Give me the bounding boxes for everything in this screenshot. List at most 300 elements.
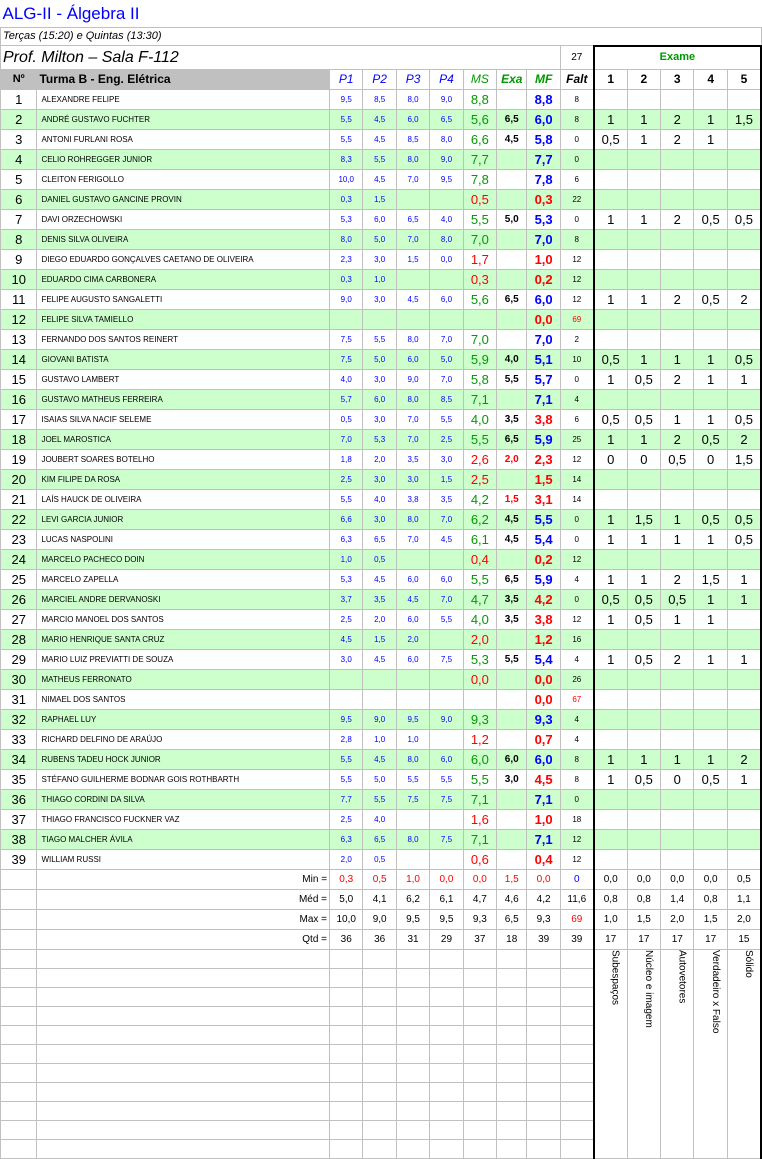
- exam-q1: [594, 790, 627, 810]
- grade-p4: 6,5: [430, 110, 463, 130]
- exam-q2: [627, 90, 660, 110]
- grade-exa: [497, 250, 527, 270]
- empty-cell: [527, 1007, 560, 1026]
- grade-exa: 4,0: [497, 350, 527, 370]
- empty-cell: [330, 1102, 363, 1121]
- exam-q1: [594, 310, 627, 330]
- grade-mf: 3,1: [527, 490, 560, 510]
- grade-p4: [430, 310, 463, 330]
- grade-p1: 7,0: [330, 430, 363, 450]
- absences: 4: [560, 730, 593, 750]
- stat-value: 5,0: [330, 890, 363, 910]
- student-name: THIAGO CORDINI DA SILVA: [37, 790, 330, 810]
- grade-mf: 9,3: [527, 710, 560, 730]
- grade-ms: 5,3: [463, 650, 496, 670]
- row-number: 9: [1, 250, 37, 270]
- grade-p2: 0,5: [363, 850, 396, 870]
- exam-q2: 0,5: [627, 590, 660, 610]
- exam-q4: 0,5: [694, 430, 727, 450]
- absences: 4: [560, 710, 593, 730]
- grade-p1: [330, 690, 363, 710]
- exam-q1: [594, 830, 627, 850]
- col-e1: 1: [594, 70, 627, 90]
- col-p2: P2: [363, 70, 396, 90]
- grade-ms: 6,0: [463, 750, 496, 770]
- col-falt: Falt: [560, 70, 593, 90]
- exam-q1: [594, 170, 627, 190]
- grade-mf: 0,7: [527, 730, 560, 750]
- empty-cell: [1, 1121, 37, 1140]
- absences: 12: [560, 270, 593, 290]
- exam-q2: [627, 690, 660, 710]
- exam-q2: 1: [627, 750, 660, 770]
- grade-mf: 0,2: [527, 270, 560, 290]
- grade-exa: [497, 690, 527, 710]
- absences: 0: [560, 150, 593, 170]
- grade-ms: 0,4: [463, 550, 496, 570]
- student-name: ANDRÉ GUSTAVO FUCHTER: [37, 110, 330, 130]
- exam-q4: 0,5: [694, 510, 727, 530]
- empty-cell: [463, 1026, 496, 1045]
- empty-cell: [560, 1045, 593, 1064]
- grade-p3: 1,5: [396, 250, 429, 270]
- stat-value: 4,2: [527, 890, 560, 910]
- student-name: MARCELO PACHECO DOIN: [37, 550, 330, 570]
- exam-q1: [594, 90, 627, 110]
- stat-exam-value: 1,0: [594, 910, 627, 930]
- stat-spacer: [1, 930, 37, 950]
- stat-exam-value: 1,5: [694, 910, 727, 930]
- grade-exa: [497, 790, 527, 810]
- grade-ms: 7,0: [463, 330, 496, 350]
- stat-value: 18: [497, 930, 527, 950]
- grade-p3: 8,0: [396, 510, 429, 530]
- grade-p1: [330, 670, 363, 690]
- exam-q2: [627, 670, 660, 690]
- grade-exa: 3,5: [497, 410, 527, 430]
- stat-value: 37: [463, 930, 496, 950]
- student-name: FERNANDO DOS SANTOS REINERT: [37, 330, 330, 350]
- empty-cell: [363, 1064, 396, 1083]
- grade-p1: 1,0: [330, 550, 363, 570]
- exam-q5: [727, 270, 761, 290]
- grade-ms: 2,0: [463, 630, 496, 650]
- row-number: 18: [1, 430, 37, 450]
- grade-p4: [430, 270, 463, 290]
- grade-mf: 5,9: [527, 430, 560, 450]
- student-name: CELIO ROHREGGER JUNIOR: [37, 150, 330, 170]
- grade-p1: 5,5: [330, 490, 363, 510]
- grade-exa: 4,5: [497, 130, 527, 150]
- empty-cell: [1, 1064, 37, 1083]
- grade-ms: 4,2: [463, 490, 496, 510]
- grade-p3: 7,5: [396, 790, 429, 810]
- exam-q5: 0,5: [727, 510, 761, 530]
- exam-q1: 0,5: [594, 590, 627, 610]
- exam-q5: [727, 310, 761, 330]
- row-number: 4: [1, 150, 37, 170]
- exam-q1: 1: [594, 770, 627, 790]
- exam-q2: 1: [627, 570, 660, 590]
- student-row: [1, 170, 762, 190]
- empty-cell: [560, 1026, 593, 1045]
- student-row: [1, 430, 762, 450]
- absences: 4: [560, 650, 593, 670]
- exam-q3: [661, 850, 694, 870]
- exam-q5: [727, 610, 761, 630]
- grade-p1: 2,5: [330, 470, 363, 490]
- empty-cell: [463, 1045, 496, 1064]
- grade-p1: 5,3: [330, 570, 363, 590]
- empty-cell: [37, 1140, 330, 1159]
- exam-q4: [694, 470, 727, 490]
- empty-cell: [396, 988, 429, 1007]
- grade-p2: 0,5: [363, 550, 396, 570]
- grade-p1: 8,0: [330, 230, 363, 250]
- col-ms: MS: [463, 70, 496, 90]
- grade-p3: [396, 670, 429, 690]
- col-p1: P1: [330, 70, 363, 90]
- student-name: RAPHAEL LUY: [37, 710, 330, 730]
- empty-cell: [37, 1045, 330, 1064]
- grade-exa: [497, 830, 527, 850]
- col-e3: 3: [661, 70, 694, 90]
- exam-q3: [661, 670, 694, 690]
- grade-exa: [497, 730, 527, 750]
- exam-q1: [594, 190, 627, 210]
- grade-p1: [330, 310, 363, 330]
- grade-p4: [430, 850, 463, 870]
- student-row: [1, 850, 762, 870]
- grade-p2: 4,5: [363, 650, 396, 670]
- absences: 0: [560, 510, 593, 530]
- empty-cell: [363, 1121, 396, 1140]
- empty-cell: [37, 988, 330, 1007]
- empty-cell: [463, 1064, 496, 1083]
- grade-exa: 6,5: [497, 570, 527, 590]
- grade-ms: 7,1: [463, 830, 496, 850]
- grade-p2: 4,5: [363, 110, 396, 130]
- student-row: [1, 830, 762, 850]
- stat-exam-value: 17: [661, 930, 694, 950]
- grade-p1: 0,3: [330, 190, 363, 210]
- grade-mf: 8,8: [527, 90, 560, 110]
- col-e2: 2: [627, 70, 660, 90]
- grade-mf: 0,4: [527, 850, 560, 870]
- student-row: [1, 650, 762, 670]
- empty-cell: [330, 988, 363, 1007]
- grade-p3: 5,5: [396, 770, 429, 790]
- row-number: 23: [1, 530, 37, 550]
- exam-q5: 1: [727, 570, 761, 590]
- exam-q3: [661, 690, 694, 710]
- grade-exa: 5,0: [497, 210, 527, 230]
- grade-p1: 7,5: [330, 350, 363, 370]
- grade-p2: 3,0: [363, 510, 396, 530]
- grade-p1: 5,5: [330, 110, 363, 130]
- grade-mf: 6,0: [527, 290, 560, 310]
- stat-value: 39: [527, 930, 560, 950]
- grade-mf: 1,0: [527, 250, 560, 270]
- student-name: JOEL MAROSTICA: [37, 430, 330, 450]
- empty-cell: [560, 1121, 593, 1140]
- exam-q1: 1: [594, 110, 627, 130]
- student-row: [1, 610, 762, 630]
- stat-value: 36: [330, 930, 363, 950]
- grade-p4: 1,5: [430, 470, 463, 490]
- student-name: STÉFANO GUILHERME BODNAR GOIS ROTHBARTH: [37, 770, 330, 790]
- empty-cell: [463, 1102, 496, 1121]
- grade-p2: 2,0: [363, 450, 396, 470]
- empty-cell: [527, 1064, 560, 1083]
- exam-q5: [727, 470, 761, 490]
- student-name: MARCELO ZAPELLA: [37, 570, 330, 590]
- stat-value: 9,5: [396, 910, 429, 930]
- grade-mf: 7,1: [527, 830, 560, 850]
- exam-q2: [627, 190, 660, 210]
- exam-q3: [661, 150, 694, 170]
- exam-q2: [627, 470, 660, 490]
- grade-mf: 7,8: [527, 170, 560, 190]
- exam-q4: [694, 310, 727, 330]
- student-name: DIEGO EDUARDO GONÇALVES CAETANO DE OLIVEIRA: [37, 250, 330, 270]
- absences: 12: [560, 290, 593, 310]
- stat-value: 31: [396, 930, 429, 950]
- exam-q5: [727, 90, 761, 110]
- exam-q4: [694, 850, 727, 870]
- stat-value: 9,0: [363, 910, 396, 930]
- exam-q1: [594, 850, 627, 870]
- grade-p2: 1,5: [363, 190, 396, 210]
- student-name: FELIPE AUGUSTO SANGALETTI: [37, 290, 330, 310]
- grade-p2: 5,5: [363, 330, 396, 350]
- exam-q1: 0,5: [594, 130, 627, 150]
- grade-ms: 4,0: [463, 410, 496, 430]
- exam-q3: 0,5: [661, 450, 694, 470]
- exam-q3: [661, 90, 694, 110]
- empty-cell: [396, 1102, 429, 1121]
- grade-p4: 6,0: [430, 570, 463, 590]
- grade-ms: 7,1: [463, 390, 496, 410]
- student-row: [1, 710, 762, 730]
- empty-row: [1, 950, 762, 969]
- exam-q3: [661, 810, 694, 830]
- grade-p3: 6,0: [396, 610, 429, 630]
- grade-exa: 6,5: [497, 110, 527, 130]
- stat-exam-value: 0,8: [594, 890, 627, 910]
- grade-ms: 5,5: [463, 570, 496, 590]
- row-number: 20: [1, 470, 37, 490]
- grade-exa: 3,5: [497, 590, 527, 610]
- grade-exa: 6,0: [497, 750, 527, 770]
- exam-q4: 1: [694, 130, 727, 150]
- row-number: 13: [1, 330, 37, 350]
- grade-p3: 6,0: [396, 570, 429, 590]
- exam-q3: [661, 270, 694, 290]
- stat-label: Max =: [37, 910, 330, 930]
- grade-p3: [396, 850, 429, 870]
- grade-p1: 4,0: [330, 370, 363, 390]
- grade-exa: 4,5: [497, 530, 527, 550]
- stat-value: 4,6: [497, 890, 527, 910]
- stat-value: 9,3: [527, 910, 560, 930]
- grade-p3: 4,5: [396, 290, 429, 310]
- grade-exa: 2,0: [497, 450, 527, 470]
- exam-q4: [694, 250, 727, 270]
- absences: 8: [560, 110, 593, 130]
- exam-q2: [627, 710, 660, 730]
- exam-q5: [727, 690, 761, 710]
- student-row: [1, 570, 762, 590]
- stat-value: 4,7: [463, 890, 496, 910]
- exam-q5: [727, 150, 761, 170]
- empty-cell: [1, 1007, 37, 1026]
- grade-p3: [396, 810, 429, 830]
- exam-q3: 2: [661, 430, 694, 450]
- student-name: EDUARDO CIMA CARBONERA: [37, 270, 330, 290]
- grade-p3: 8,5: [396, 130, 429, 150]
- empty-cell: [396, 1026, 429, 1045]
- grade-mf: 1,0: [527, 810, 560, 830]
- empty-cell: [430, 1045, 463, 1064]
- grade-p2: 3,5: [363, 590, 396, 610]
- row-number: 28: [1, 630, 37, 650]
- grade-ms: 5,6: [463, 290, 496, 310]
- exam-q2: 1,5: [627, 510, 660, 530]
- exam-q2: [627, 150, 660, 170]
- grade-ms: 4,0: [463, 610, 496, 630]
- student-name: LUCAS NASPOLINI: [37, 530, 330, 550]
- absences: 8: [560, 90, 593, 110]
- empty-cell: [330, 1083, 363, 1102]
- student-name: JOUBERT SOARES BOTELHO: [37, 450, 330, 470]
- empty-cell: [463, 1121, 496, 1140]
- absences: 6: [560, 410, 593, 430]
- exam-q4: [694, 670, 727, 690]
- grade-p1: 5,3: [330, 210, 363, 230]
- grade-p4: 9,0: [430, 710, 463, 730]
- stat-exam-value: 0,8: [694, 890, 727, 910]
- student-row: [1, 790, 762, 810]
- absences: 14: [560, 490, 593, 510]
- empty-cell: [560, 1064, 593, 1083]
- grade-exa: 6,5: [497, 430, 527, 450]
- grade-exa: 1,5: [497, 490, 527, 510]
- grade-p1: 2,3: [330, 250, 363, 270]
- empty-cell: [330, 1026, 363, 1045]
- sheet-title: ALG-II - Álgebra II: [1, 0, 762, 27]
- row-number: 3: [1, 130, 37, 150]
- grade-p4: 4,5: [430, 530, 463, 550]
- absences: 12: [560, 610, 593, 630]
- absences: 0: [560, 790, 593, 810]
- stat-value: 0,5: [363, 870, 396, 890]
- exam-q5: 2: [727, 430, 761, 450]
- empty-cell: [497, 1026, 527, 1045]
- grade-p4: 5,0: [430, 350, 463, 370]
- grade-ms: 0,5: [463, 190, 496, 210]
- grade-p3: 7,0: [396, 230, 429, 250]
- exam-q2: [627, 810, 660, 830]
- grade-exa: [497, 190, 527, 210]
- empty-cell: [37, 1121, 330, 1140]
- student-name: RUBENS TADEU HOCK JUNIOR: [37, 750, 330, 770]
- grade-p1: 9,0: [330, 290, 363, 310]
- row-number: 8: [1, 230, 37, 250]
- grade-p4: [430, 190, 463, 210]
- absences: 12: [560, 250, 593, 270]
- grade-ms: 0,0: [463, 670, 496, 690]
- stat-value: 29: [430, 930, 463, 950]
- grade-ms: 6,2: [463, 510, 496, 530]
- exam-q2: 0: [627, 450, 660, 470]
- exam-q4: [694, 550, 727, 570]
- absences: 8: [560, 230, 593, 250]
- empty-cell: [396, 1064, 429, 1083]
- empty-cell: [430, 1064, 463, 1083]
- stat-value: 0,0: [527, 870, 560, 890]
- empty-cell: [463, 950, 496, 969]
- exam-q2: [627, 270, 660, 290]
- grade-mf: 7,0: [527, 330, 560, 350]
- col-exa: Exa: [497, 70, 527, 90]
- absences: 12: [560, 550, 593, 570]
- empty-cell: [430, 1102, 463, 1121]
- student-row: [1, 130, 762, 150]
- student-name: MARIO HENRIQUE SANTA CRUZ: [37, 630, 330, 650]
- exam-q5: [727, 710, 761, 730]
- empty-cell: [497, 1102, 527, 1121]
- empty-cell: [497, 1064, 527, 1083]
- exam-q1: [594, 250, 627, 270]
- stat-row: [1, 930, 762, 950]
- exam-q1: [594, 690, 627, 710]
- empty-cell: [560, 988, 593, 1007]
- exam-q5: [727, 330, 761, 350]
- grade-p3: 8,0: [396, 830, 429, 850]
- grade-p3: 3,8: [396, 490, 429, 510]
- student-name: DANIEL GUSTAVO GANCINE PROVIN: [37, 190, 330, 210]
- stat-exam-value: 17: [594, 930, 627, 950]
- exam-q3: [661, 250, 694, 270]
- exam-q1: 1: [594, 210, 627, 230]
- grade-p3: 3,0: [396, 470, 429, 490]
- grade-mf: 0,0: [527, 310, 560, 330]
- exam-q3: [661, 310, 694, 330]
- grade-mf: 0,0: [527, 690, 560, 710]
- schedule: Terças (15:20) e Quintas (13:30): [1, 27, 762, 46]
- empty-cell: [430, 950, 463, 969]
- stat-value: 0,0: [463, 870, 496, 890]
- grade-p3: 8,0: [396, 330, 429, 350]
- grade-p2: 5,5: [363, 150, 396, 170]
- grade-ms: 7,8: [463, 170, 496, 190]
- grade-exa: [497, 330, 527, 350]
- exam-q1: 1: [594, 510, 627, 530]
- exam-q5: 2: [727, 290, 761, 310]
- grade-ms: 6,6: [463, 130, 496, 150]
- exam-q5: 1,5: [727, 110, 761, 130]
- col-e5: 5: [727, 70, 761, 90]
- exam-q3: [661, 470, 694, 490]
- student-name: TIAGO MALCHER ÁVILA: [37, 830, 330, 850]
- exam-q1: 1: [594, 430, 627, 450]
- grade-p2: 8,5: [363, 90, 396, 110]
- exam-q5: [727, 490, 761, 510]
- exam-q1: [594, 390, 627, 410]
- exam-q5: [727, 230, 761, 250]
- grade-mf: 7,1: [527, 390, 560, 410]
